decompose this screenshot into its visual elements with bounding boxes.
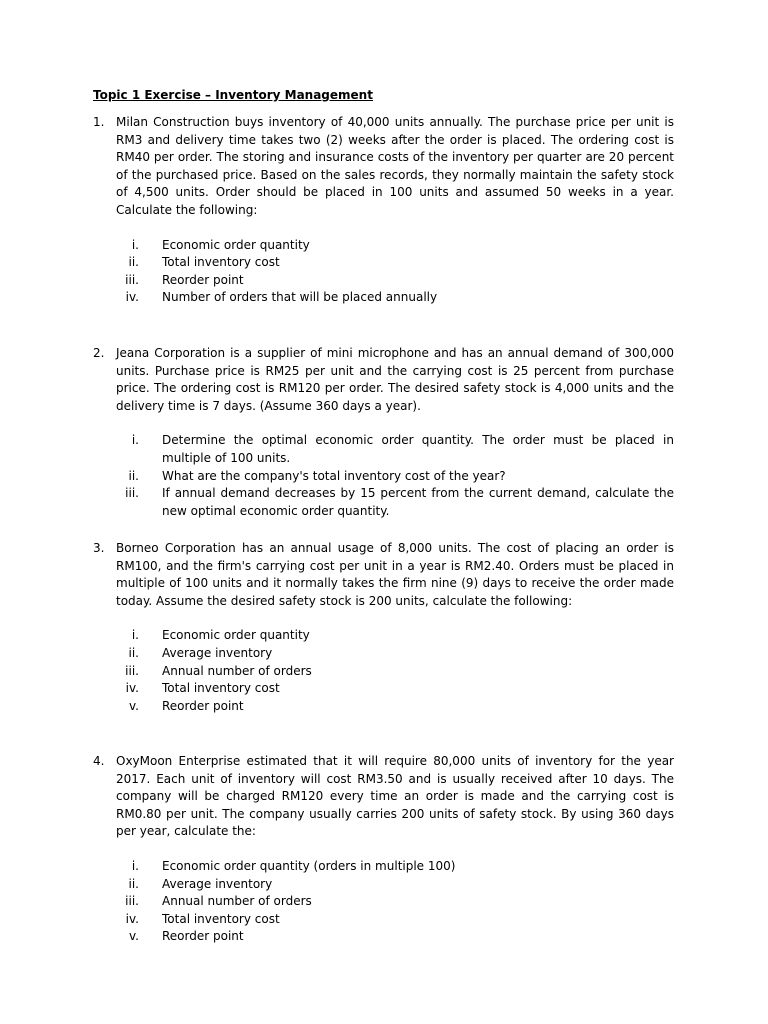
sub-question-text: Reorder point xyxy=(162,929,244,944)
sub-question-text: Total inventory cost xyxy=(162,255,280,270)
sub-question xyxy=(116,289,674,307)
sub-question-list xyxy=(116,237,674,307)
sub-question-text: Reorder point xyxy=(162,272,244,287)
roman-numeral: i. xyxy=(131,237,139,252)
sub-question-text: What are the company's total inventory cost of the year? xyxy=(162,468,506,483)
sub-question-list xyxy=(116,858,674,946)
roman-numeral: v. xyxy=(129,698,139,713)
sub-question xyxy=(116,928,674,946)
sub-question-text: Economic order quantity xyxy=(162,237,310,252)
roman-numeral: i. xyxy=(131,858,139,873)
sub-question-text: Annual number of orders xyxy=(162,894,312,909)
sub-question xyxy=(116,254,674,272)
roman-numeral: ii. xyxy=(128,468,139,483)
roman-numeral: i. xyxy=(131,628,139,643)
sub-question-text: Economic order quantity (orders in multiple 100) xyxy=(162,858,456,873)
roman-numeral: iv. xyxy=(125,290,139,305)
sub-question-text: Determine the optimal economic order quantity. The order must be placed in multiple of 100 units. xyxy=(162,433,674,465)
sub-question xyxy=(116,698,674,716)
roman-numeral: iv. xyxy=(125,681,139,696)
question-4 xyxy=(93,753,674,946)
sub-question xyxy=(116,645,674,663)
roman-numeral: iii. xyxy=(125,663,139,678)
sub-question xyxy=(116,627,674,645)
sub-question-text: If annual demand decreases by 15 percent from the current demand, calculate the new optimal economic order quantity. xyxy=(162,486,674,518)
sub-question-text: Total inventory cost xyxy=(162,681,280,696)
sub-question-text: Average inventory xyxy=(162,876,273,891)
question-3 xyxy=(93,540,674,715)
sub-question xyxy=(116,237,674,255)
question-text: Milan Construction buys inventory of 40,000 units annually. The purchase price per unit is RM3 and delivery time takes two (2) weeks after the order is placed. The ordering cost is RM40 per order. The storing and insurance costs of the inventory per quarter are 20 percent of the purchased price. Based on the sales records, they normally maintain the safety stock of 4,500 units. Order should be placed in 100 units and assumed 50 weeks in a year. Calculate the following: xyxy=(116,115,674,217)
roman-numeral: ii. xyxy=(128,255,139,270)
sub-question-list xyxy=(116,432,674,520)
question-number: 3. xyxy=(93,541,105,555)
page-title: Topic 1 Exercise – Inventory Management xyxy=(93,88,373,102)
question-text: Borneo Corporation has an annual usage of 8,000 units. The cost of placing an order is RM100, and the firm's carrying cost per unit in a year is RM2.40. Orders must be placed in multiple of 100 units and it normally takes the firm nine (9) days to receive the order made today. Assume the desired safety stock is 200 units, calculate the following: xyxy=(116,541,674,608)
sub-question xyxy=(116,911,674,929)
roman-numeral: ii. xyxy=(128,645,139,660)
sub-question-text: Annual number of orders xyxy=(162,663,312,678)
roman-numeral: iii. xyxy=(125,894,139,909)
question-text: OxyMoon Enterprise estimated that it will require 80,000 units of inventory for the year 2017. Each unit of inventory will cost RM3.50 and is usually received after 10 days. The company will be charged RM120 every time an order is made and the carrying cost is RM0.80 per unit. The company usually carries 200 units of safety stock. By using 360 days per year, calculate the: xyxy=(116,754,674,839)
roman-numeral: v. xyxy=(129,929,139,944)
sub-question xyxy=(116,272,674,290)
sub-question xyxy=(116,876,674,894)
sub-question-text: Economic order quantity xyxy=(162,628,310,643)
question-text: Jeana Corporation is a supplier of mini microphone and has an annual demand of 300,000 units. Purchase price is RM25 per unit and the carrying cost is 25 percent from purchase price. The ordering cost is RM120 per order. The desired safety stock is 4,000 units and the delivery time is 7 days. (Assume 360 days a year). xyxy=(116,346,674,413)
roman-numeral: iv. xyxy=(125,911,139,926)
sub-question xyxy=(116,858,674,876)
roman-numeral: ii. xyxy=(128,876,139,891)
sub-question-list xyxy=(116,627,674,715)
question-number: 4. xyxy=(93,754,105,768)
sub-question-text: Reorder point xyxy=(162,698,244,713)
question-1 xyxy=(93,114,674,307)
roman-numeral: i. xyxy=(131,433,139,448)
sub-question xyxy=(116,485,674,520)
roman-numeral: iii. xyxy=(125,486,139,501)
roman-numeral: iii. xyxy=(125,272,139,287)
sub-question-text: Number of orders that will be placed annually xyxy=(162,290,438,305)
sub-question xyxy=(116,680,674,698)
sub-question xyxy=(116,432,674,467)
question-number: 2. xyxy=(93,346,105,360)
sub-question-text: Average inventory xyxy=(162,645,273,660)
sub-question xyxy=(116,893,674,911)
sub-question-text: Total inventory cost xyxy=(162,911,280,926)
question-2 xyxy=(93,345,674,520)
question-number: 1. xyxy=(93,115,105,129)
sub-question xyxy=(116,468,674,486)
sub-question xyxy=(116,663,674,681)
